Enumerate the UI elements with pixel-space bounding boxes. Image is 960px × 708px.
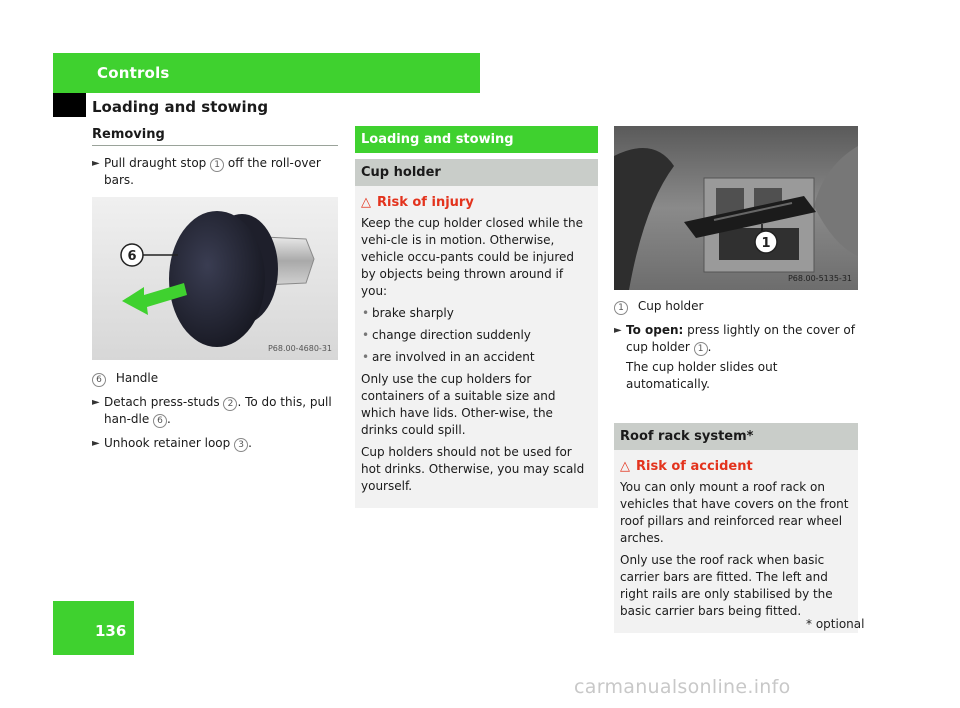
bullet-item: • change direction suddenly (361, 327, 592, 344)
footnote: * optional (806, 617, 865, 631)
photo-callout: 6 (127, 249, 137, 264)
cup-holder-illustration (614, 126, 858, 290)
warning-triangle-icon: △ (620, 459, 630, 474)
warning-text: Cup holders should not be used for hot drinks. Otherwise, you may scald yourself. (361, 445, 585, 493)
photo-callout: 1 (761, 236, 771, 251)
step-unhook-retainer-loop: ► Unhook retainer loop 3 . (92, 436, 252, 450)
removing-heading: Removing (92, 126, 338, 146)
warning-text: You can only mount a roof rack on vehicles that have covers on the front roof pillars and reinforced rear wheel arches. (620, 480, 849, 545)
arrow-icon: ► (92, 158, 100, 169)
callout-number: 1 (210, 158, 224, 172)
arrow-icon: ► (92, 438, 100, 449)
column-removing (92, 126, 338, 459)
warning-title: △ Risk of injury (361, 195, 474, 210)
cup-holder-photo (614, 126, 858, 290)
legend-handle: 6 Handle (92, 370, 338, 387)
callout-number: 1 (614, 301, 628, 315)
step-pull-draught-stop: ► Pull draught stop 1 off the roll-over bars. (92, 156, 321, 187)
section-bar: Loading and stowing (355, 126, 598, 153)
warning-text: Only use the roof rack when basic carrier bars are fitted. The left and right rails are only stabilised by the basic carrier bars being fitted. (620, 553, 833, 618)
section-title: Controls (97, 64, 170, 82)
watermark: carmanualsonline.info (574, 676, 791, 698)
warning-text: Only use the cup holders for containers of a suitable size and which have lids. Other-wise, the drinks could spill. (361, 372, 556, 437)
legend-cup-holder: 1 Cup holder (614, 298, 858, 315)
step-detach-press-studs: ► Detach press-studs 2 . To do this, pull han-dle 6 . (92, 395, 332, 426)
step-note: The cup holder slides out automatically. (626, 360, 778, 391)
cup-holder-bar: Cup holder (355, 159, 598, 186)
arrow-icon: ► (614, 325, 622, 336)
handle-photo (92, 197, 338, 360)
warning-title: △ Risk of accident (620, 459, 753, 474)
roof-rack-bar: Roof rack system* (614, 423, 858, 450)
photo-code: P68.00-4680-31 (267, 344, 332, 353)
column-cup-holder (355, 126, 598, 508)
column-cup-holder-photo (614, 126, 858, 633)
step-open-cup-holder: ► To open: press lightly on the cover of cup holder 1 . (614, 323, 855, 354)
warning-triangle-icon: △ (361, 195, 371, 210)
bullet-item: • brake sharply (361, 305, 592, 322)
warning-text: Keep the cup holder closed while the vehi-cle is in motion. Otherwise, vehicle occu-pants could be injured by objects being thrown around if you: (361, 216, 583, 298)
handle-illustration (92, 197, 338, 360)
callout-number: 6 (92, 373, 106, 387)
photo-code: P68.00-5135-31 (787, 274, 852, 283)
page-number: 136 (95, 622, 127, 640)
header-marker (53, 93, 86, 117)
accident-warning-box (614, 450, 858, 633)
injury-warning-box (355, 186, 598, 508)
bullet-item: • are involved in an accident (361, 349, 592, 366)
arrow-icon: ► (92, 397, 100, 408)
subsection-title: Loading and stowing (92, 98, 269, 116)
